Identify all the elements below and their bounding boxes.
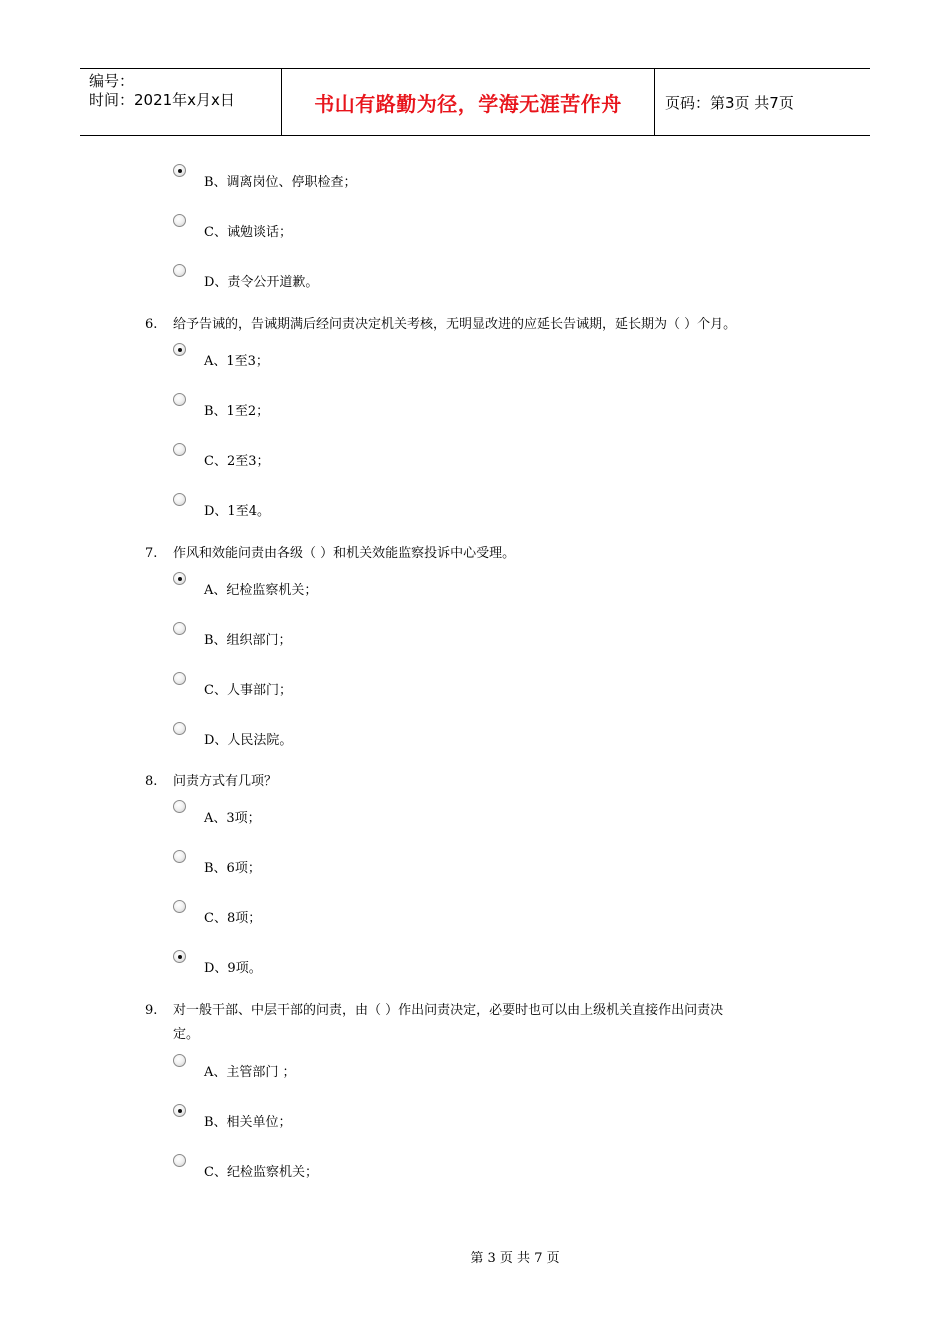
- question-9-stem: [145, 999, 805, 1049]
- page-header: [80, 68, 870, 136]
- option-label: D、9项。: [204, 961, 262, 976]
- radio-selected-icon[interactable]: [173, 950, 186, 963]
- radio-selected-icon[interactable]: [173, 343, 186, 356]
- question-text-line: 定。: [173, 1027, 200, 1042]
- question-text-line: 对一般干部、中层干部的问责，由（ ）作出问责决定，必要时也可以由上级机关直接作出问责决: [173, 1003, 724, 1018]
- question-number: 9.: [145, 1003, 158, 1018]
- option-label: C、纪检监察机关；: [204, 1165, 318, 1180]
- option-label: B、1至2；: [204, 404, 270, 419]
- question-text: 给予告诫的，告诫期满后经问责决定机关考核，无明显改进的应延长告诫期，延长期为（ ）个月。: [173, 317, 737, 332]
- option-label: D、责令公开道歉。: [204, 275, 319, 290]
- header-motto: 书山有路勤为径，学海无涯苦作舟: [282, 69, 655, 135]
- radio-icon[interactable]: [173, 214, 186, 227]
- header-meta: [80, 69, 282, 135]
- option-label: B、组织部门；: [204, 633, 292, 648]
- radio-selected-icon[interactable]: [173, 1104, 186, 1117]
- option-label: C、8项；: [204, 911, 262, 926]
- header-page-info: 页码：第3页 共7页: [665, 93, 794, 112]
- radio-icon[interactable]: [173, 493, 186, 506]
- question-number: 8.: [145, 774, 158, 789]
- time-label: 时间：2021年x月x日: [89, 91, 235, 109]
- radio-icon[interactable]: [173, 900, 186, 913]
- option-label: C、2至3；: [204, 454, 270, 469]
- option-label: B、相关单位；: [204, 1115, 292, 1130]
- radio-icon[interactable]: [173, 800, 186, 813]
- option-label: C、诫勉谈话；: [204, 225, 292, 240]
- radio-icon[interactable]: [173, 393, 186, 406]
- page-footer: 第 3 页 共 7 页: [470, 1251, 560, 1266]
- question-text: 问责方式有几项？: [173, 774, 278, 789]
- question-8-stem: [145, 770, 278, 794]
- radio-icon[interactable]: [173, 1054, 186, 1067]
- radio-selected-icon[interactable]: [173, 572, 186, 585]
- radio-icon[interactable]: [173, 443, 186, 456]
- question-text: [173, 999, 793, 1047]
- option-label: C、人事部门；: [204, 683, 292, 698]
- number-label: 编号：: [89, 72, 135, 90]
- option-label: B、调离岗位、停职检查；: [204, 175, 357, 190]
- option-label: D、1至4。: [204, 504, 270, 519]
- option-label: B、6项；: [204, 861, 261, 876]
- option-label: A、3项；: [204, 811, 261, 826]
- radio-icon[interactable]: [173, 722, 186, 735]
- question-7-stem: [145, 542, 516, 566]
- radio-icon[interactable]: [173, 622, 186, 635]
- option-label: A、1至3；: [204, 354, 269, 369]
- option-label: D、人民法院。: [204, 733, 293, 748]
- radio-selected-icon[interactable]: [173, 164, 186, 177]
- question-number: 7.: [145, 546, 158, 561]
- question-6-stem: [145, 313, 737, 337]
- question-number: 6.: [145, 317, 158, 332]
- radio-icon[interactable]: [173, 1154, 186, 1167]
- radio-icon[interactable]: [173, 850, 186, 863]
- radio-icon[interactable]: [173, 672, 186, 685]
- option-label: A、纪检监察机关；: [204, 583, 318, 598]
- radio-icon[interactable]: [173, 264, 186, 277]
- question-text: 作风和效能问责由各级（ ）和机关效能监察投诉中心受理。: [173, 546, 516, 561]
- option-label: A、主管部门 ；: [204, 1065, 296, 1080]
